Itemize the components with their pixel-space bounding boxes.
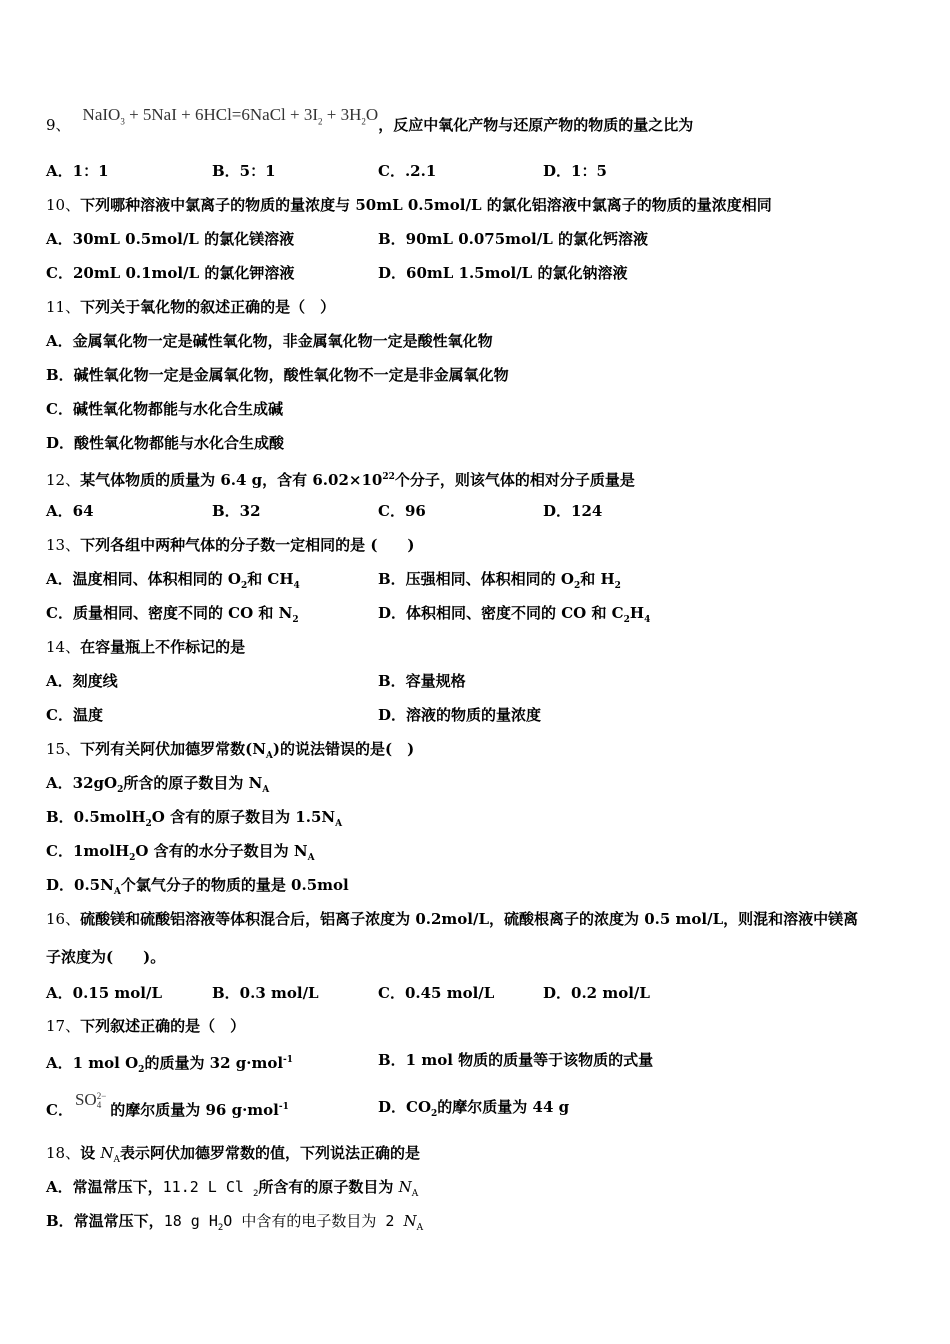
q12-option-b[interactable]: B．32 [212, 502, 261, 520]
q9-text: ，反应中氧化产物与还原产物的物质的量之比为 [378, 116, 694, 134]
q12-text-a: 某气体物质的质量为 6.4 g，含有 6.02×10 [80, 471, 383, 489]
q14-option-a[interactable]: A．刻度线 [46, 672, 118, 690]
q17-option-c[interactable]: C．SO 2− 4 的摩尔质量为 96 g·mol$^{-1}$ [46, 1090, 289, 1119]
q9-number: 9、 [46, 116, 71, 134]
q16-option-a[interactable]: A．0.15 mol/L [46, 984, 162, 1002]
q9-stem [46, 105, 694, 141]
q11-text: 下列关于氧化物的叙述正确的是（ ） [80, 298, 336, 316]
q18-number: 18、 [46, 1144, 81, 1162]
q13-number: 13、 [46, 536, 81, 554]
q9-option-c[interactable]: C．.2.1 [378, 162, 437, 180]
q11-option-a[interactable]: A．金属氧化物一定是碱性氧化物，非金属氧化物一定是酸性氧化物 [46, 332, 493, 350]
q11-option-d[interactable]: D．酸性氧化物都能与水化合生成酸 [46, 434, 285, 452]
q17-option-b[interactable]: B．1 mol 物质的质量等于该物质的式量 [378, 1051, 654, 1069]
q14-number: 14、 [46, 638, 81, 656]
q11-option-c[interactable]: C．碱性氧化物都能与水化合生成碱 [46, 400, 283, 418]
q9-option-a[interactable]: A．1：1 [46, 162, 109, 180]
q10-option-c[interactable]: C．20mL 0.1mol/L 的氯化钾溶液 [46, 264, 295, 282]
q9-equation: NaIO$_3$ + 5NaI + 6HCl=6NaCl + $3I_2 + 3H_2O$ [82, 105, 379, 127]
q10-text: 下列哪种溶液中氯离子的物质的量浓度与 50mL 0.5mol/L 的氯化铝溶液中氯离子的物质的量浓度相同 [80, 196, 772, 214]
q10-option-b[interactable]: B．90mL 0.075mol/L 的氯化钙溶液 [378, 230, 648, 248]
q15-stem: 15、下列有关阿伏加德罗常数$(N_A)$的说法错误的是( ) [46, 740, 415, 761]
q13-stem [46, 535, 415, 555]
q17-option-d[interactable]: D．$CO_2$的摩尔质量为 44 g [378, 1098, 570, 1119]
q11-number: 11、 [46, 298, 81, 316]
q15-option-c[interactable]: C．1molH$_2$O 含有的水分子数目为 $N_A$ [46, 842, 315, 863]
q12-option-a[interactable]: A．64 [46, 502, 94, 520]
q16-option-d[interactable]: D．0.2 mol/L [543, 984, 650, 1002]
q12-exponent: 22 [382, 472, 395, 482]
q16-stem-line2: 子浓度为( )。 [46, 948, 166, 966]
q9-option-b[interactable]: B．5：1 [212, 162, 276, 180]
q16-text-line1: 硫酸镁和硫酸铝溶液等体积混合后，铝离子浓度为 0.2mol/L，硫酸根离子的浓度为 0.5 mol/L，则混和溶液中镁离 [80, 910, 859, 928]
q14-text: 在容量瓶上不作标记的是 [80, 638, 246, 656]
q12-option-c[interactable]: C．96 [378, 502, 426, 520]
q12-number: 12、 [46, 471, 81, 489]
q17-stem [46, 1016, 245, 1036]
q18-option-b[interactable]: B．常温常压下，18 g $H_2O$ 中含有的电子数目为 2 $N_A$ [46, 1212, 424, 1233]
q10-option-d[interactable]: D．60mL 1.5mol/L 的氯化钠溶液 [378, 264, 628, 282]
q12-option-d[interactable]: D．124 [543, 502, 603, 520]
q18-option-a[interactable]: A．常温常压下，11.2 L Cl $_2$所含有的原子数目为 $N_A$ [46, 1178, 419, 1199]
q14-option-d[interactable]: D．溶液的物质的量浓度 [378, 706, 542, 724]
q18-stem: 18、设 $N_A$表示阿伏加德罗常数的值，下列说法正确的是 [46, 1144, 420, 1165]
q15-option-b[interactable]: B．0.5molH$_2$O 含有的原子数目为 $1.5N_A$ [46, 808, 343, 829]
q16-option-b[interactable]: B．0.3 mol/L [212, 984, 319, 1002]
q11-option-b[interactable]: B．碱性氧化物一定是金属氧化物，酸性氧化物不一定是非金属氧化物 [46, 366, 509, 384]
q10-option-a[interactable]: A．30mL 0.5mol/L 的氯化镁溶液 [46, 230, 295, 248]
q15-number: 15、 [46, 740, 81, 758]
q13-option-a[interactable]: A．温度相同、体积相同的 $O_2$和 $CH_4$ [46, 570, 300, 591]
q12-text-b: 个分子，则该气体的相对分子质量是 [394, 471, 635, 489]
q15-option-d[interactable]: D．$0.5N_A$个氯气分子的物质的量是 0.5mol [46, 876, 349, 897]
q14-option-c[interactable]: C．温度 [46, 706, 103, 724]
q14-stem [46, 637, 245, 657]
q10-number: 10、 [46, 196, 81, 214]
sulfate-ion: SO 2− 4 [74, 1090, 107, 1111]
q16-option-c[interactable]: C．0.45 mol/L [378, 984, 495, 1002]
q13-option-c[interactable]: C．质量相同、密度不同的 CO 和 $N_2$ [46, 604, 299, 625]
q17-text: 下列叙述正确的是（ ） [80, 1017, 246, 1035]
q13-text: 下列各组中两种气体的分子数一定相同的是 ( ) [80, 536, 415, 554]
q14-option-b[interactable]: B．容量规格 [378, 672, 466, 690]
q17-option-a[interactable]: A．1 mol $O_2$的质量为 32 g·mol$^{-1}$ [46, 1054, 294, 1075]
q12-stem [46, 467, 635, 490]
q9-option-d[interactable]: D．1：5 [543, 162, 607, 180]
q10-stem [46, 195, 772, 215]
q13-option-b[interactable]: B．压强相同、体积相同的 $O_2$和 $H_2$ [378, 570, 621, 591]
q15-option-a[interactable]: A．$32gO_2$所含的原子数目为 $N_A$ [46, 774, 270, 795]
q11-stem [46, 297, 335, 317]
q17-number: 17、 [46, 1017, 81, 1035]
q16-stem-line1 [46, 909, 858, 929]
q16-number: 16、 [46, 910, 81, 928]
q13-option-d[interactable]: D．体积相同、密度不同的 CO 和 $C_2H_4$ [378, 604, 651, 625]
